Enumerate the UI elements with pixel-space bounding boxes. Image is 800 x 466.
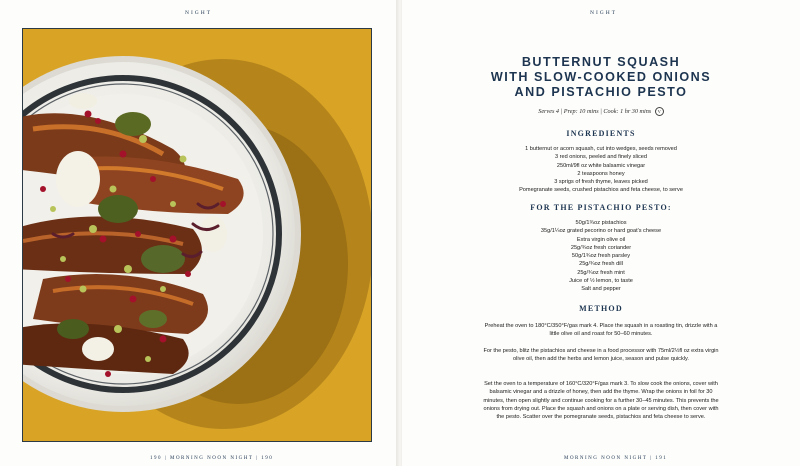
method-heading: METHOD: [579, 304, 623, 313]
list-item: Pomegranate seeds, crushed pistachios and feta cheese, to serve: [519, 187, 683, 194]
title-line: BUTTERNUT SQUASH: [521, 55, 681, 69]
list-item: 25g/¾oz fresh dill: [579, 261, 623, 268]
left-running-head: NIGHT: [185, 10, 213, 16]
pesto-list: [402, 219, 800, 294]
list-item: 50g/1¾oz fresh parsley: [571, 253, 631, 260]
method-step: Set the oven to a temperature of 160°C/320°F/gas mark 3. To slow cook the onions, cover with balsamic vinegar and a drizzle of honey, then add the thyme. Wrap the onions in foil for 30 minutes, then open slightly and continue cooking for a further 30–45 minutes. This prevents the onions from drying out. Place the squash and onions on a plate or serving dish, then cover with the pesto. Scatter over the pomegranate seeds, pistachios and feta cheese to serve.: [483, 381, 719, 421]
right-folio: MORNING NOON NIGHT | 191: [564, 456, 668, 461]
serves-prep-cook: Serves 4 | Prep: 10 mins | Cook: 1 hr 30 mins: [538, 107, 652, 115]
list-item: 25g/¾oz fresh coriander: [570, 244, 632, 251]
right-running-head: NIGHT: [590, 10, 618, 16]
list-item: 50g/1¾oz pistachios: [575, 220, 627, 226]
recipe-meta: [402, 107, 800, 116]
list-item: Extra virgin olive oil: [576, 236, 626, 243]
list-item: 1 butternut or acorn squash, cut into wedges, seeds removed: [525, 146, 677, 152]
list-item: 250ml/9fl oz white balsamic vinegar: [556, 162, 646, 169]
title-line: AND PISTACHIO PESTO: [514, 85, 688, 100]
left-page: [0, 0, 398, 466]
method-step: Preheat the oven to 180°C/350°F/gas mark 4. Place the squash in a roasting tin, drizzle with a little olive oil and roast for 50–60 minutes.: [484, 323, 718, 338]
list-item: Juice of ½ lemon, to taste: [569, 278, 633, 285]
food-photo: [22, 28, 372, 442]
right-page: [402, 0, 800, 466]
list-item: 25g/¾oz fresh mint: [577, 269, 625, 276]
left-folio: 190 | MORNING NOON NIGHT | 190: [150, 456, 274, 461]
method-step: For the pesto, blitz the pistachios and cheese in a food processor with 75ml/2½fl oz extra virgin olive oil, then add the herbs and lemon juice, season and pulse quickly.: [483, 348, 719, 363]
pesto-heading: FOR THE PISTACHIO PESTO:: [530, 203, 672, 212]
vegetarian-icon: V: [655, 107, 664, 116]
recipe-title: [402, 55, 800, 101]
list-item: 3 red onions, peeled and finely sliced: [554, 154, 648, 161]
list-item: 35g/1¼oz grated pecorino or hard goat's cheese: [540, 228, 662, 235]
list-item: 2 teaspoons honey: [577, 170, 625, 177]
title-line: WITH SLOW-COOKED ONIONS: [490, 70, 712, 85]
ingredients-list: [402, 145, 800, 195]
ingredients-heading: INGREDIENTS: [566, 129, 636, 138]
list-item: 3 sprigs of fresh thyme, leaves picked: [554, 179, 648, 186]
list-item: Salt and pepper: [581, 286, 621, 293]
